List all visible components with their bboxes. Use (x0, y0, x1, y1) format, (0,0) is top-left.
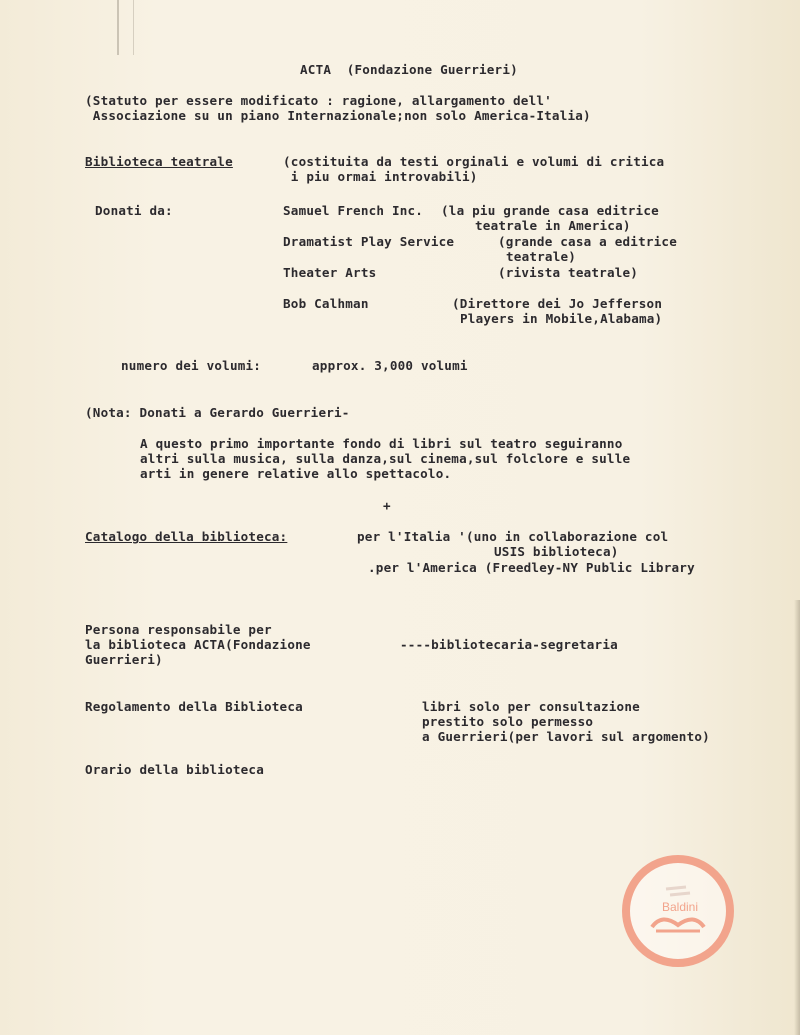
donor-name: Bob Calhman (283, 296, 369, 311)
donor-desc-line-1: (la piu grande casa editrice (441, 203, 659, 218)
biblioteca-label: Biblioteca teatrale (85, 154, 233, 169)
stamp-text: Baldini (662, 900, 699, 914)
donor-name: Samuel French Inc. (283, 203, 424, 218)
donor-desc-line-2: Players in Mobile,Alabama) (460, 311, 663, 326)
nota-line-3: altri sulla musica, sulla danza,sul cinema,sul folclore e sulle (140, 451, 631, 466)
biblioteca-desc-line-2: i piu ormai introvabili) (283, 169, 478, 184)
numero-value: approx. 3,000 volumi (312, 358, 468, 373)
donor-name: Theater Arts (283, 265, 377, 280)
orario-label: Orario della biblioteca (85, 762, 264, 777)
persona-line-1: Persona responsabile per (85, 622, 272, 637)
paper-edge-shadow (794, 600, 800, 1035)
catalogo-label: Catalogo della biblioteca: (85, 529, 288, 544)
regolamento-line-3: a Guerrieri(per lavori sul argomento) (422, 729, 710, 744)
donor-desc-line-2: teatrale) (506, 249, 577, 264)
plus-mark: + (383, 498, 391, 513)
biblioteca-desc-line-1: (costituita da testi orginali e volumi di critica (283, 154, 665, 169)
donor-name: Dramatist Play Service (283, 234, 455, 249)
persona-line-3: Guerrieri) (85, 652, 163, 667)
persona-line-2: la biblioteca ACTA(Fondazione (85, 637, 311, 652)
regolamento-line-1: libri solo per consultazione (422, 699, 640, 714)
donor-desc-line-2: teatrale in America) (475, 218, 631, 233)
statuto-line-2: Associazione su un piano Internazionale;non solo America-Italia) (85, 108, 591, 123)
nota-line-1: (Nota: Donati a Gerardo Guerrieri- (85, 405, 350, 420)
nota-line-2: A questo primo importante fondo di libri sul teatro seguiranno (140, 436, 623, 451)
binding-mark (117, 0, 134, 55)
donor-desc-line-1: (rivista teatrale) (498, 265, 639, 280)
regolamento-line-2: prestito solo permesso (422, 714, 594, 729)
statuto-line-1: (Statuto per essere modificato : ragione, allargamento dell' (85, 93, 552, 108)
catalogo-line-1: per l'Italia '(uno in collaborazione col (357, 529, 669, 544)
donor-desc-line-1: (Direttore dei Jo Jefferson (452, 296, 663, 311)
open-book-logo-icon (642, 875, 714, 947)
baldini-library-stamp (622, 855, 734, 967)
regolamento-label: Regolamento della Biblioteca (85, 699, 303, 714)
donor-desc-line-1: (grande casa a editrice (498, 234, 677, 249)
numero-label: numero dei volumi: (121, 358, 262, 373)
donati-label: Donati da: (95, 203, 173, 218)
catalogo-line-2: USIS biblioteca) (494, 544, 619, 559)
catalogo-line-3: .per l'America (Freedley-NY Public Library (368, 560, 695, 575)
persona-value: ----bibliotecaria-segretaria (400, 637, 618, 652)
document-title: ACTA (Fondazione Guerrieri) (300, 62, 518, 77)
nota-line-4: arti in genere relative allo spettacolo. (140, 466, 452, 481)
